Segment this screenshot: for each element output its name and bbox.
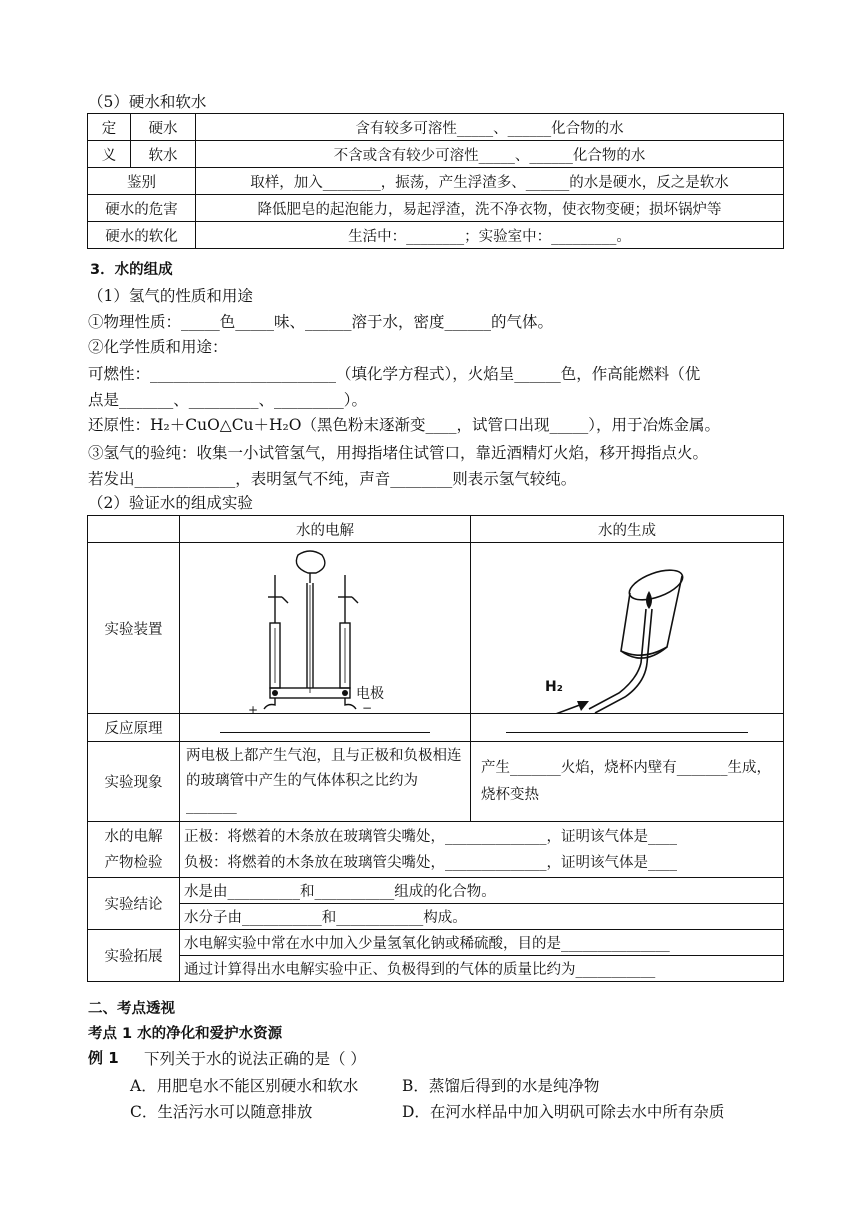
option-b: B．蒸馏后得到的水是纯净物 (402, 1077, 600, 1095)
positive-sign: + (248, 703, 259, 717)
extension-1: 水电解实验中常在水中加入少量氢氧化钠或稀硫酸，目的是_______________ (180, 930, 784, 956)
section-3-title: 3．水的组成 (90, 262, 173, 278)
physical-properties: ①物理性质：_____色_____味、______溶于水，密度______的气体。 (88, 313, 554, 331)
chemical-properties: ②化学性质和用途： (88, 338, 228, 356)
example-stem: 下列关于水的说法正确的是（ ） (144, 1050, 366, 1068)
electrolysis-apparatus-diagram (180, 543, 470, 713)
product-check-label-a: 水的电解 (104, 828, 163, 845)
definition-label-a: 定 (88, 114, 131, 141)
principle-electrolysis-blank (180, 714, 471, 742)
hard-water-label: 硬水 (131, 114, 196, 141)
phenomenon-label: 实验现象 (88, 742, 180, 822)
purity-test-line-2: 若发出_____________，表明氢气不纯，声音________则表示氢气较纯。 (88, 470, 577, 488)
option-d: D．在河水样品中加入明矾可除去水中所有杂质 (402, 1103, 725, 1121)
electrode-label: 电极 (356, 686, 384, 702)
hydrogen-title: （1）氢气的性质和用途 (88, 287, 253, 305)
principle-formation-blank (471, 714, 784, 742)
conclusion-1: 水是由__________和___________组成的化合物。 (180, 878, 784, 904)
formation-apparatus-cell (471, 543, 784, 714)
part-2-title: 二、考点透视 (88, 1001, 175, 1017)
hard-soft-water-table (87, 113, 784, 249)
electrolysis-header: 水的电解 (180, 516, 471, 543)
phenomenon-electrolysis: 两电极上都产生气泡，且与正极和负极相连的玻璃管中产生的气体体积之比约为_______ (180, 742, 471, 822)
option-c: C．生活污水可以随意排放 (130, 1103, 313, 1121)
option-a: A．用肥皂水不能区别硬水和软水 (130, 1077, 359, 1095)
flammability-line: 可燃性：________________________（填化学方程式），火焰呈______色，作高能燃料（优 (88, 365, 701, 383)
formation-apparatus-diagram (471, 543, 783, 713)
reducibility-line: 还原性：H₂＋CuO△Cu＋H₂O（黑色粉末逐渐变____，试管口出现_____），用于冶炼金属。 (88, 416, 720, 434)
extension-label: 实验拓展 (88, 930, 180, 982)
conclusion-2: 水分子由___________和____________构成。 (180, 904, 784, 930)
section-2-title: （2）验证水的组成实验 (88, 494, 253, 512)
negative-sign: − (362, 701, 373, 715)
harm-text: 降低肥皂的起泡能力，易起浮渣，洗不净衣物，使衣物变硬；损坏锅炉等 (196, 195, 784, 222)
h2-label: H₂ (545, 679, 563, 695)
product-check-label (88, 822, 180, 878)
definition-label-b: 义 (88, 141, 131, 168)
water-composition-table (87, 515, 784, 982)
key-point-1-title: 考点 1 水的净化和爱护水资源 (88, 1026, 283, 1042)
identify-text: 取样，加入________，振荡，产生浮渣多、______的水是硬水，反之是软水 (196, 168, 784, 195)
phenomenon-formation: 产生_______火焰，烧杯内壁有_______生成，烧杯变热 (471, 742, 784, 822)
flammability-line-2: 点是_______、_________、_________）。 (88, 391, 368, 409)
soft-water-definition: 不含或含有较少可溶性_____、______化合物的水 (196, 141, 784, 168)
harm-label: 硬水的危害 (88, 195, 196, 222)
positive-check: 正极：将燃着的木条放在玻璃管尖嘴处，______________，证明该气体是____ (184, 828, 677, 845)
formation-header: 水的生成 (471, 516, 784, 543)
negative-check: 负极：将燃着的木条放在玻璃管尖嘴处，______________，证明该气体是____ (184, 854, 677, 871)
conclusion-label: 实验结论 (88, 878, 180, 930)
example-label: 例 1 (88, 1049, 119, 1067)
section-5-title: （5）硬水和软水 (88, 93, 207, 111)
principle-label: 反应原理 (88, 714, 180, 742)
identify-label: 鉴别 (88, 168, 196, 195)
electrolysis-apparatus-cell (180, 543, 471, 717)
hard-water-definition: 含有较多可溶性_____、______化合物的水 (196, 114, 784, 141)
soft-water-label: 软水 (131, 141, 196, 168)
apparatus-label: 实验装置 (88, 543, 180, 714)
soften-text: 生活中：________；实验室中：_________。 (196, 222, 784, 249)
purity-test-line: ③氢气的验纯：收集一小试管氢气，用拇指堵住试管口，靠近酒精灯火焰，移开拇指点火。 (88, 444, 709, 462)
product-check-label-b: 产物检验 (104, 854, 163, 871)
product-check-cell (180, 822, 784, 878)
extension-2: 通过计算得出水电解实验中正、负极得到的气体的质量比约为___________ (180, 956, 784, 982)
soften-label: 硬水的软化 (88, 222, 196, 249)
